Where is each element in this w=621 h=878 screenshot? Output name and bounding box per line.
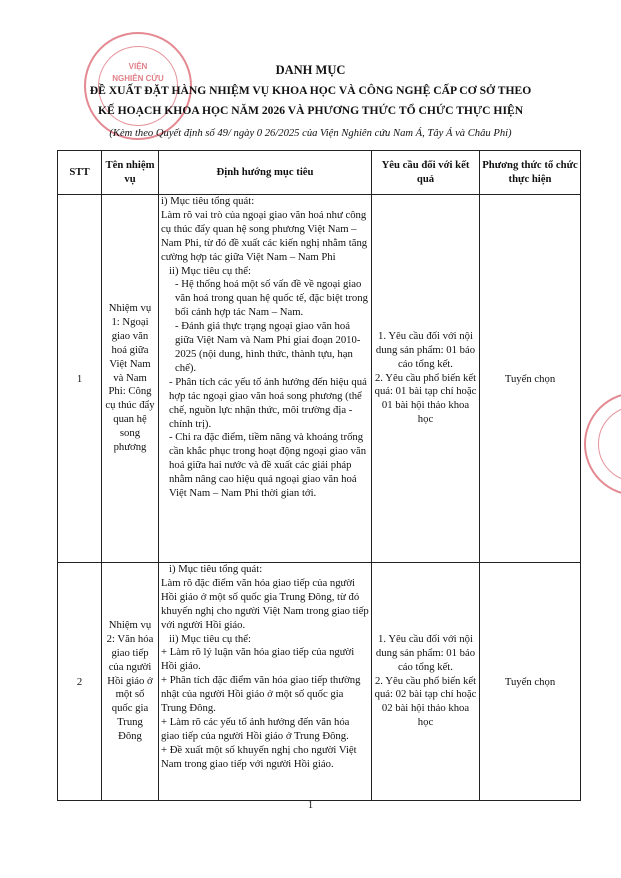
document-title: DANH MỤC [275, 63, 346, 77]
goal-line: ii) Mục tiêu cụ thể: [169, 632, 251, 645]
row-requirement [372, 195, 480, 563]
seal-inner-ring [598, 406, 621, 482]
document-subtitle: (Kèm theo Quyết định số 49/ ngày 0 26/2025 của Viện Nghiên cứu Nam Á, Tây Á và Châu Phi) [109, 128, 512, 139]
goal-line: + Phân tích đặc điểm văn hóa giao tiếp thường nhật của người Hồi giáo ở một số quốc gia Trung Đông. [161, 674, 361, 715]
row-task-name: Nhiệm vụ 1: Ngoại giao văn hoá giữa Việt Nam và Nam Phi: Công cụ thúc đẩy quan hệ song phương [102, 195, 159, 563]
row-stt: 1 [58, 195, 102, 563]
header-requirement: Yêu cầu đối với kết quả [372, 151, 480, 195]
row-goal [159, 195, 372, 563]
requirement-line: 2. Yêu cầu phổ biến kết quả: 02 bài tạp chí hoặc 02 bài hội thảo khoa học [374, 674, 477, 729]
row-method: Tuyển chọn [480, 195, 581, 563]
page-number: 1 [307, 800, 314, 811]
header-goal: Định hướng mục tiêu [159, 151, 372, 195]
document-heading-line-3: KẾ HOẠCH KHOA HỌC NĂM 2026 VÀ PHƯƠNG THỨC TỔ CHỨC THỰC HIỆN [97, 104, 524, 117]
goal-line: + Làm rõ lý luận văn hóa giao tiếp của người Hồi giáo. [161, 646, 355, 673]
tasks-table [57, 150, 581, 801]
seal-text-line: NGHIÊN CỨU [112, 74, 164, 83]
table-row [58, 563, 581, 801]
header-task-name: Tên nhiệm vụ [102, 151, 159, 195]
header-stt: STT [58, 151, 102, 195]
goal-line: Làm rõ vai trò của ngoại giao văn hoá như công cụ thúc đẩy quan hệ song phương Việt Nam – Nam Phi, từ đó đề xuất các kiến nghị nhằm tăng cường hợp tác giữa Việt Nam – Nam Phi [161, 208, 368, 263]
goal-line: i) Mục tiêu tổng quát: [161, 195, 255, 207]
seal-text-line: VIỆN [128, 62, 148, 71]
goal-line: Làm rõ đặc điểm văn hóa giao tiếp của người Hồi giáo ở một số quốc gia Trung Đông, từ đó khuyến nghị cho người Việt Nam trong giao tiếp với người Hồi giáo. [161, 576, 369, 631]
row-requirement [372, 563, 480, 801]
side-seal-stamp [584, 392, 621, 496]
table-row [58, 195, 581, 563]
requirement-line: 1. Yêu cầu đối với nội dung sản phẩm: 01 báo cáo tổng kết. [375, 329, 476, 370]
goal-line: + Đề xuất một số khuyến nghị cho người Việt Nam trong giao tiếp với người Hồi giáo. [161, 743, 357, 770]
goal-line: - Phân tích các yếu tố ảnh hưởng đến hiệu quả hợp tác ngoại giao văn hoá song phương (thể chế, nguồn lực nhận thức, môi trường địa - chính trị). [169, 375, 367, 430]
row-goal [159, 563, 372, 801]
document-heading-line-2: ĐỀ XUẤT ĐẶT HÀNG NHIỆM VỤ KHOA HỌC VÀ CÔNG NGHỆ CẤP CƠ SỞ THEO [89, 84, 532, 97]
goal-line: ii) Mục tiêu cụ thể: [169, 264, 251, 277]
row-method: Tuyển chọn [480, 563, 581, 801]
header-method: Phương thức tổ chức thực hiện [480, 151, 581, 195]
requirement-line: 2. Yêu cầu phổ biến kết quả: 01 bài tạp chí hoặc 01 bài hội thảo khoa học [374, 371, 477, 426]
row-task-name: Nhiệm vụ 2: Văn hóa giao tiếp của người Hồi giáo ở một số quốc gia Trung Đông [102, 563, 159, 801]
row-stt: 2 [58, 563, 102, 801]
requirement-line: 1. Yêu cầu đối với nội dung sản phẩm: 01 báo cáo tổng kết. [375, 632, 476, 673]
goal-line: + Làm rõ các yếu tố ảnh hưởng đến văn hóa giao tiếp của người Hồi giáo ở Trung Đông. [161, 715, 350, 742]
goal-line: - Hệ thống hoá một số vấn đề về ngoại giao văn hoá trong quan hệ quốc tế, đặc biệt trong bối cảnh hợp tác Nam – Nam. [175, 278, 368, 319]
table-header-row [58, 151, 581, 195]
goal-line: i) Mục tiêu tổng quát: [169, 563, 263, 575]
goal-line: - Đánh giá thực trạng ngoại giao văn hoá giữa Việt Nam và Nam Phi giai đoạn 2010-2025 (nội dung, hình thức, thành tựu, hạn chế). [175, 320, 361, 374]
goal-line: - Chỉ ra đặc điểm, tiềm năng và khoảng trống cần khắc phục trong hoạt động ngoại giao văn hoá giữa hai nước và đề xuất các giải pháp nhằm nâng cao hiệu quả ngoại giao văn hoá Việt Nam – Nam Phi thời gian tới. [169, 431, 367, 500]
